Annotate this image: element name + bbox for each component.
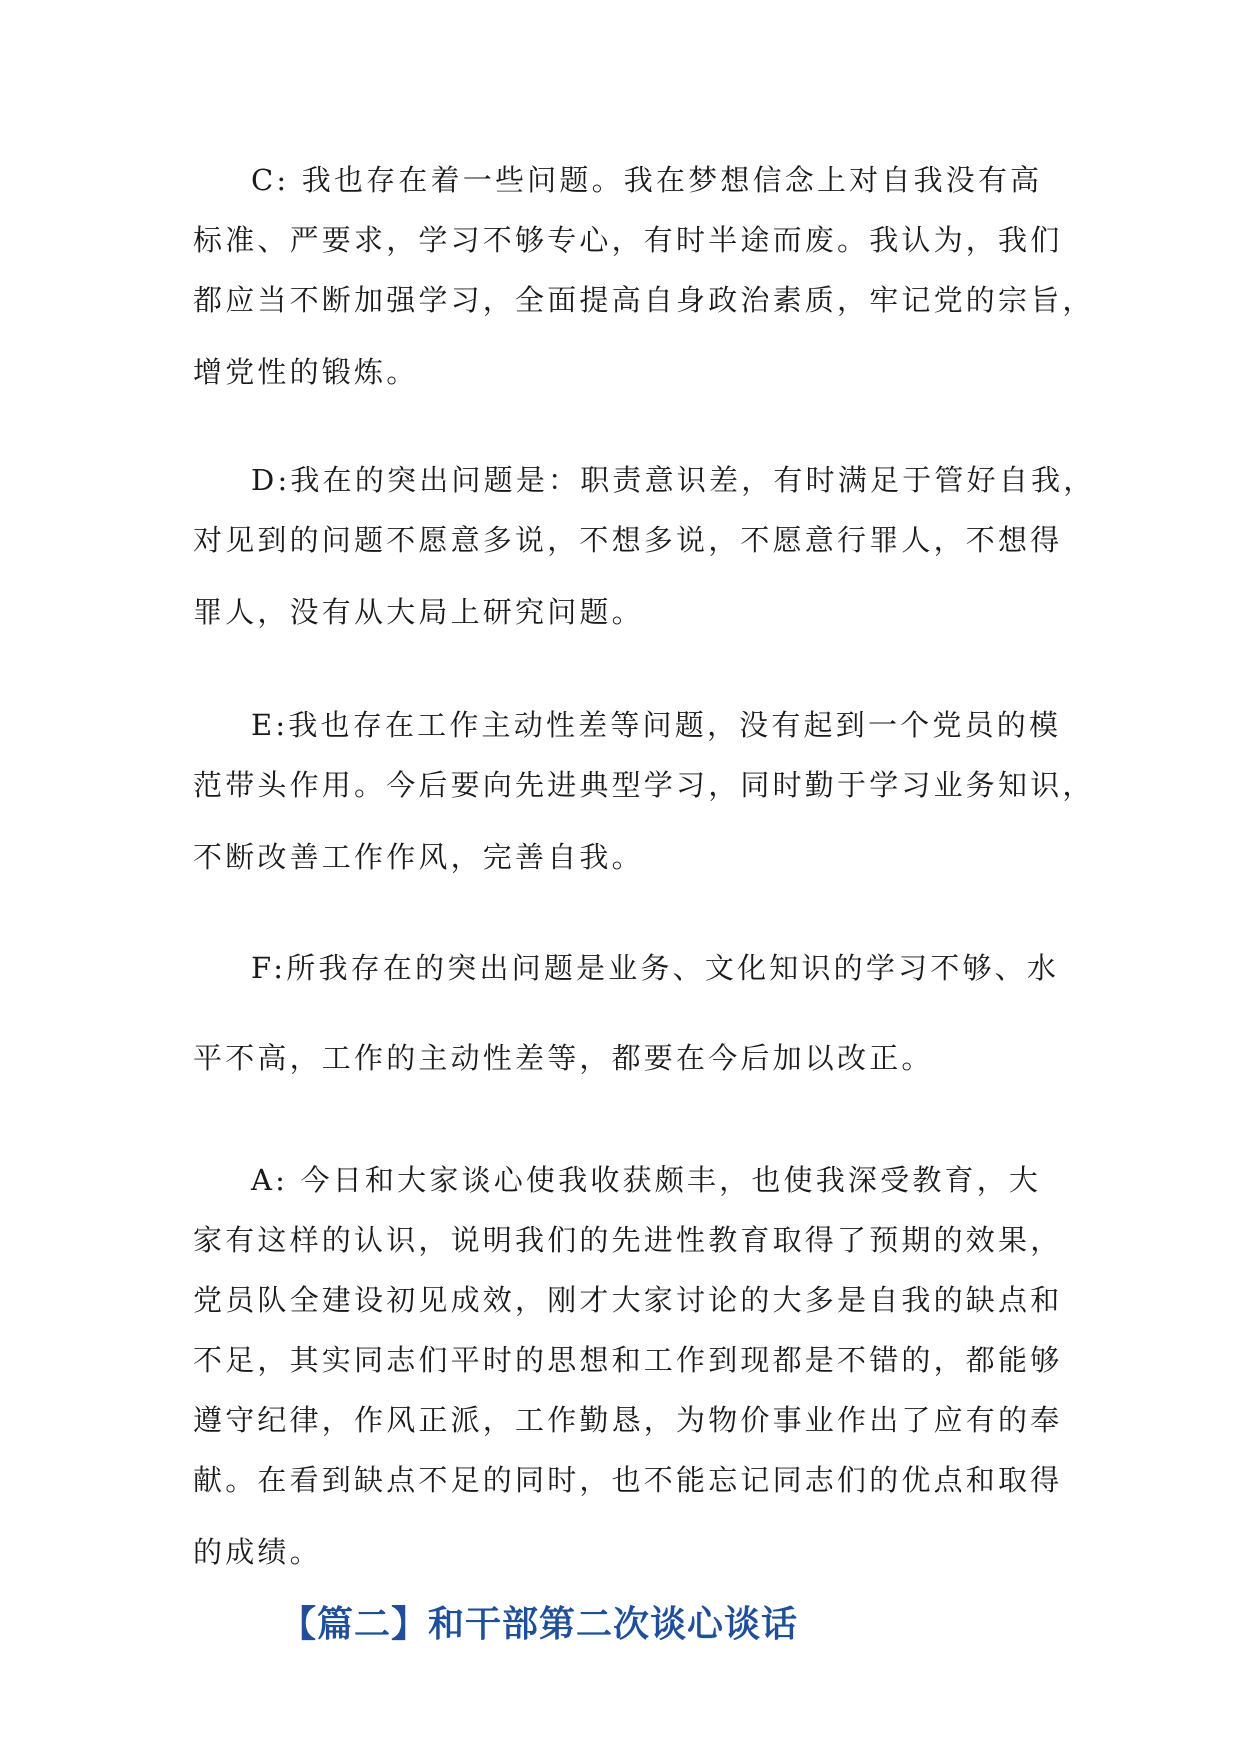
text-line: F:所我存在的突出问题是业务、文化知识的学习不够、水: [251, 951, 1060, 985]
section-heading: 【篇二】和干部第二次谈心谈话: [280, 1604, 799, 1645]
paragraph-f: [193, 938, 1059, 1088]
text-line: 都应当不断加强学习，全面提高自身政治素质，牢记党的宗旨，: [193, 283, 1095, 317]
text-line: 的成绩。: [193, 1535, 322, 1569]
text-line: 党员队全建设初见成效，刚才大家讨论的大多是自我的缺点和: [193, 1283, 1063, 1317]
text-line: 遵守纪律，作风正派，工作勤恳，为物价事业作出了应有的奉: [193, 1403, 1063, 1437]
paragraph-e: [193, 695, 1095, 887]
paragraph-a: [193, 1150, 1062, 1582]
text-line: 平不高，工作的主动性差等，都要在今后加以改正。: [193, 1041, 934, 1075]
text-line: 家有这样的认识，说明我们的先进性教育取得了预期的效果，: [193, 1223, 1063, 1257]
paragraph-c: [193, 150, 1095, 402]
text-line: A: 今日和大家谈心使我收获颇丰，也使我深受教育，大: [251, 1163, 1042, 1197]
text-line: 罪人，没有从大局上研究问题。: [193, 595, 644, 629]
text-line: 不足，其实同志们平时的思想和工作到现都是不错的，都能够: [193, 1343, 1063, 1377]
text-line: E:我也存在工作主动性差等问题，没有起到一个党员的模: [251, 708, 1062, 742]
paragraph-d: [193, 450, 1095, 642]
text-line: 献。在看到缺点不足的同时，也不能忘记同志们的优点和取得: [193, 1463, 1063, 1497]
text-line: 范带头作用。今后要向先进典型学习，同时勤于学习业务知识，: [193, 768, 1095, 802]
text-line: 标准、严要求，学习不够专心，有时半途而废。我认为，我们: [193, 223, 1063, 257]
text-line: 对见到的问题不愿意多说，不想多说，不愿意行罪人，不想得: [193, 523, 1063, 557]
text-line: 增党性的锻炼。: [193, 355, 419, 389]
text-line: D:我在的突出问题是：职责意识差，有时满足于管好自我，: [251, 463, 1096, 497]
text-line: 不断改善工作作风，完善自我。: [193, 840, 644, 874]
text-line: C: 我也存在着一些问题。我在梦想信念上对自我没有高: [251, 163, 1043, 197]
